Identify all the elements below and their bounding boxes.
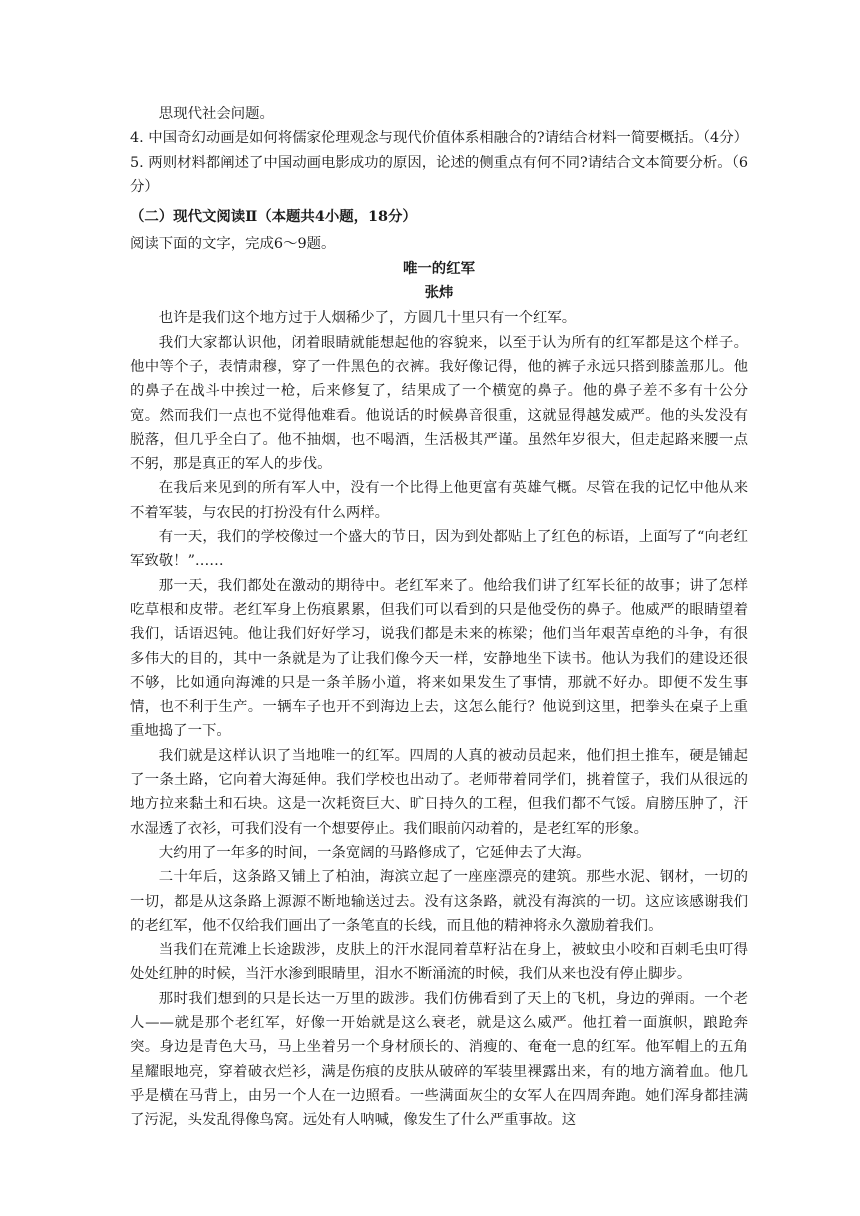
paragraph-9: 当我们在荒滩上长途跋涉，皮肤上的汗水混同着草籽沾在身上，被蚊虫小咬和百刺毛虫叮得处处红肿的时候，当汗水渗到眼睛里，泪水不断涌流的时候，我们从来也没有停止脚步。 xyxy=(130,942,748,983)
paragraph-4: 有一天，我们的学校像过一个盛大的节日，因为到处都贴上了红色的标语，上面写了“向老红军致敬！”…… xyxy=(130,529,748,570)
story-author: 张炜 xyxy=(424,284,454,302)
story-title: 唯一的红军 xyxy=(403,259,475,277)
previous-question-continuation: 思现代社会问题。 xyxy=(158,106,274,122)
paragraph-1: 也许是我们这个地方过于人烟稀少了，方圆几十里只有一个红军。 xyxy=(158,310,577,327)
section-heading: （二）现代文阅读Ⅱ（本题共4小题，18分） xyxy=(130,208,417,226)
question-5: 5. 两则材料都阐述了中国动画电影成功的原因，论述的侧重点有何不同?请结合文本简要分析。（6分） xyxy=(130,154,748,195)
paragraph-10: 那时我们想到的只是长达一万里的跋涉。我们仿佛看到了天上的飞机，身边的弹雨。一个老人——就是那个老红军，好像一开始就是这么衰老，就是这么威严。他扛着一面旗帜，踉跄奔突。身边是青色大马，马上坐着另一个身材颀长的、消瘦的、奄奄一息的红军。他军帽上的五角星耀眼地亮，穿着破衣烂衫，满是伤痕的皮肤从破碎的军装里裸露出来，有的地方滴着血。他几乎是横在马背上，由另一个人在一边照看。一些满面灰尘的女军人在四周奔跑。她们浑身都挂满了污泥，头发乱得像鸟窝。远处有人呐喊，像发生了什么严重事故。这 xyxy=(130,990,748,1129)
paragraph-8: 二十年后，这条路又铺上了柏油，海滨立起了一座座漂亮的建筑。那些水泥、钢材，一切的一切，都是从这条路上源源不断地输送过去。没有这条路，就没有海滨的一切。这应该感谢我们的老红军，他不仅给我们画出了一条笔直的长线，而且他的精神将永久激励着我们。 xyxy=(130,869,748,934)
paragraph-5: 那一天，我们都处在激动的期待中。老红军来了。他给我们讲了红军长征的故事；讲了怎样吃草根和皮带。老红军身上伤痕累累，但我们可以看到的只是他受伤的鼻子。他威严的眼睛望着我们，话语迟钝。他让我们好好学习，说我们都是未来的栋梁；他们当年艰苦卓绝的斗争，有很多伟大的目的，其中一条就是为了让我们像今天一样，安静地坐下读书。他认为我们的建设还很不够，比如通向海滩的只是一条羊肠小道，将来如果发生了事情，那就不好办。即便不发生事情，也不利于生产。一辆车子也开不到海边上去，这怎么能行？他说到这里，把拳头在桌子上重重地捣了一下。 xyxy=(130,577,748,740)
paragraph-6: 我们就是这样认识了当地唯一的红军。四周的人真的被动员起来，他们担土推车，硬是铺起了一条土路，它向着大海延伸。我们学校也出动了。老师带着同学们，挑着筐子，我们从很远的地方拉来黏土和石块。这是一次耗资巨大、旷日持久的工程，但我们都不气馁。肩膀压肿了，汗水湿透了衣衫，可我们没有一个想要停止。我们眼前闪动着的，是老红军的形象。 xyxy=(130,747,748,837)
question-4: 4. 中国奇幻动画是如何将儒家伦理观念与现代价值体系相融合的?请结合材料一简要概括。（4分） xyxy=(130,130,748,147)
paragraph-7: 大约用了一年多的时间，一条宽阔的马路修成了，它延伸去了大海。 xyxy=(158,844,591,861)
paragraph-2: 我们大家都认识他，闭着眼睛就能想起他的容貌来，以至于认为所有的红军都是这个样子。他中等个子，表情肃穆，穿了一件黑色的衣裤。我好像记得，他的裤子永远只搭到膝盖那儿。他的鼻子在战斗中挨过一枪，后来修复了，结果成了一个横宽的鼻子。他的鼻子差不多有十公分宽。然而我们一点也不觉得他难看。他说话的时候鼻音很重，这就显得越发威严。他的头发没有脱落，但几乎全白了。他不抽烟，也不喝酒，生活极其严谨。虽然年岁很大，但走起路来腰一点不躬，那是真正的军人的步伐。 xyxy=(130,334,748,473)
paragraph-3: 在我后来见到的所有军人中，没有一个比得上他更富有英雄气概。尽管在我的记忆中他从来不着军装，与农民的打扮没有什么两样。 xyxy=(130,480,748,521)
reading-instruction: 阅读下面的文字，完成6～9题。 xyxy=(130,236,336,253)
